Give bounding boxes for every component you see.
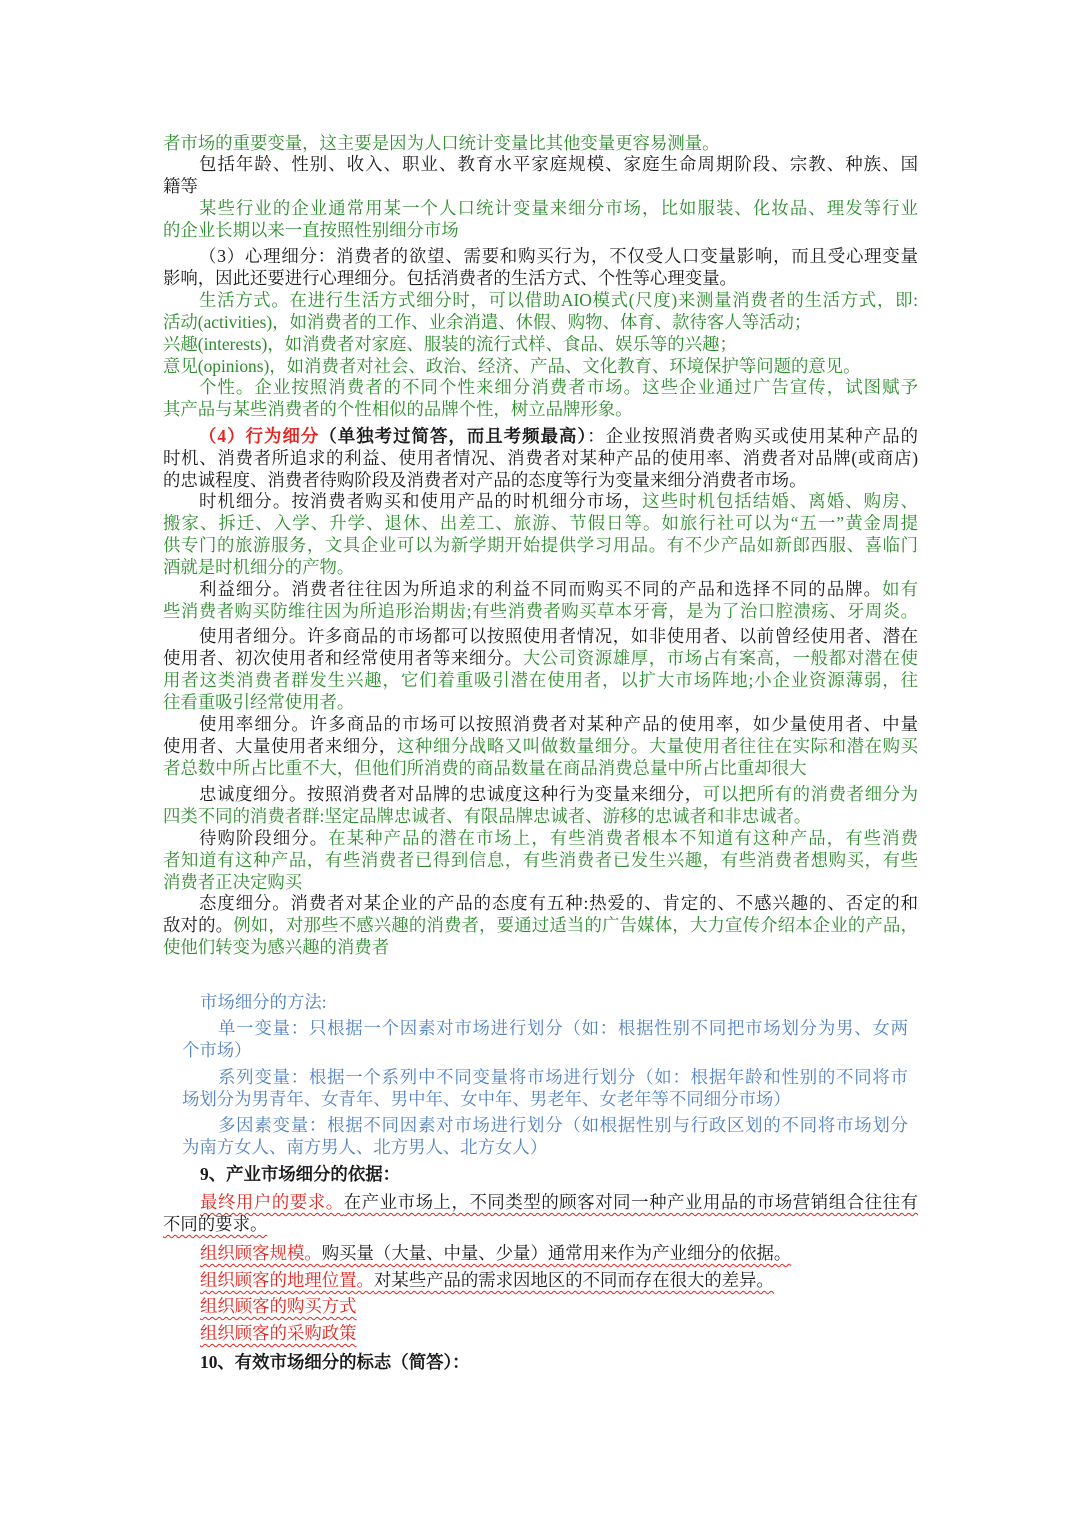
text-line (163, 153, 918, 175)
green-note-text: 消费者正决定购买 (163, 872, 303, 892)
green-note-text: 酒就是时机细分的产物。 (163, 557, 355, 577)
body-text: 籍等 (163, 176, 198, 196)
body-text: 时机、消费者所追求的利益、使用者情况、消费者对某种产品的使用率、消费者对品牌(或商店) (163, 448, 918, 468)
text-line (163, 936, 918, 958)
paragraph-industrial-purchase-method (163, 1295, 918, 1317)
green-note-text: 大公司资源雄厚，市场占有案高，一般都对潜在使 (522, 648, 918, 668)
text-line (163, 1163, 918, 1185)
paragraph-industrial-location (163, 1269, 918, 1291)
red-criterion-text: 组织顾客的购买方式 (200, 1296, 357, 1316)
text-line (163, 512, 918, 534)
green-note-text: 的企业长期以来一直按照性别细分市场 (163, 220, 459, 240)
text-line (163, 735, 918, 757)
text-line (163, 556, 918, 578)
text-line (163, 245, 918, 267)
green-note-text: 者总数中所占比重不大，但他们所消费的商品数量在商品消费总量中所占比重却很大 (163, 758, 807, 778)
paragraph-method-multi-variable (182, 1114, 908, 1158)
green-note-text: 例如，对那些不感兴趣的消费者，要通过适当的广告媒体，大力宣传介绍本企业的产品， (233, 915, 918, 935)
blue-method-text: 场划分为男青年、女青年、男中年、女中年、男老年、女老年等不同细分市场） (182, 1089, 791, 1109)
text-line (163, 1213, 918, 1235)
body-text: ：企业按照消费者购买或使用某种产品的 (587, 426, 918, 446)
text-line (163, 600, 918, 622)
text-line (163, 490, 918, 512)
text-line (163, 219, 918, 241)
text-line (182, 1017, 908, 1039)
blue-method-text: 多因素变量：根据不同因素对市场进行划分（如根据性别与行政区划的不同将市场划分 (218, 1115, 908, 1135)
body-text: 对某些产品的需求因地区的不同而存在很大的差异。 (373, 1270, 774, 1290)
text-line (163, 1295, 918, 1317)
methods-heading (182, 991, 908, 1013)
text-line (163, 1191, 918, 1213)
green-note-text: 供专门的旅游服务，文具企业可以为新学期开始提供学习用品。有不少产品如新郎西服、喜临门 (163, 535, 918, 555)
blue-method-text: 单一变量：只根据一个因素对市场进行划分（如：根据性别不同把市场划分为男、女两 (218, 1018, 908, 1038)
paragraph-occasion (163, 490, 918, 578)
paragraph-readiness (163, 827, 918, 893)
body-text: 包括年龄、性别、收入、职业、教育水平家庭规模、家庭生命周期阶段、宗教、种族、国 (199, 154, 918, 174)
green-note-text: 个性。企业按照消费者的不同个性来细分消费者市场。这些企业通过广告宣传，试图赋予 (199, 377, 918, 397)
text-line (163, 1269, 918, 1291)
bold-note-text: （单独考过简答，而且考频最高） (319, 426, 588, 446)
section-heading-effective-segmentation (163, 1351, 918, 1373)
text-line (182, 991, 908, 1013)
blue-method-text: 系列变量：根据一个系列中不同变量将市场进行划分（如：根据年龄和性别的不同将市 (218, 1067, 908, 1087)
text-line (163, 827, 918, 849)
body-text: 购买量（大量、中量、少量）通常用来作为产业细分的依据。 (321, 1243, 792, 1263)
paragraph-behavioral-intro (163, 425, 918, 491)
body-text: 待购阶段细分。 (199, 828, 329, 848)
section-heading: 10、有效市场细分的标志（简答）： (200, 1352, 470, 1372)
text-line (163, 1322, 918, 1344)
text-line (163, 757, 918, 779)
body-text: 的忠诚程度、消费者待购阶段及消费者对产品的态度等行为变量来细分消费者市场。 (163, 470, 807, 490)
text-line (163, 713, 918, 735)
text-line (163, 691, 918, 713)
red-heading-text: （4）行为细分 (199, 426, 320, 446)
red-criterion-text: 最终用户的要求。 (200, 1192, 344, 1212)
text-line (163, 447, 918, 469)
body-text: （3）心理细分：消费者的欲望、需要和购买行为，不仅受人口变量影响，而且受心理变量 (199, 246, 918, 266)
text-line (163, 625, 918, 647)
body-text: 在产业市场上，不同类型的顾客对同一种产业用品的市场营销组合往往有 (343, 1192, 918, 1212)
green-note-text: 生活方式。在进行生活方式细分时，可以借助AIO模式(尺度)来测量消费者的生活方式，即: (199, 290, 918, 310)
green-note-text: 意见(opinions)，如消费者对社会、政治、经济、产品、文化教育、环境保护等问题的意见。 (163, 356, 861, 376)
text-line (163, 376, 918, 398)
text-line (163, 871, 918, 893)
blue-method-text: 为南方女人、南方男人、北方男人、北方女人） (182, 1137, 548, 1157)
section-heading-industrial (163, 1163, 918, 1185)
paragraph-user (163, 625, 918, 713)
green-note-text: 者市场的重要变量，这主要是因为人口统计变量比其他变量更容易测量。 (163, 133, 720, 153)
text-line (163, 267, 918, 289)
text-line (163, 783, 918, 805)
green-note-text: 搬家、拆迁、入学、升学、退休、出差工、旅游、节假日等。如旅行社可以为“五一”黄金周提 (163, 513, 918, 533)
text-line (163, 469, 918, 491)
text-line (163, 578, 918, 600)
green-note-text: 些消费者购买防维往因为所追形治期齿;有些消费者购买草本牙膏，是为了治口腔溃疡、牙周炎。 (163, 601, 918, 621)
text-line (182, 1136, 908, 1158)
paragraph-industrial-end-user (163, 1191, 918, 1235)
text-line (163, 849, 918, 871)
text-line (163, 132, 918, 154)
blue-method-text: 市场细分的方法: (200, 992, 327, 1012)
body-text: 不同的要求。 (163, 1214, 268, 1234)
text-line (163, 289, 918, 311)
text-line (163, 425, 918, 447)
green-note-text: 如有 (882, 579, 918, 599)
blue-method-text: 个市场） (182, 1040, 252, 1060)
text-line (163, 311, 918, 333)
green-note-text: 往看重吸引经常使用者。 (163, 692, 355, 712)
paragraph-demographic-example (163, 197, 918, 241)
paragraph-psychographic-intro (163, 245, 918, 289)
paragraph-industrial-purchase-policy (163, 1322, 918, 1344)
text-line (163, 647, 918, 669)
body-text: 利益细分。消费者往往因为所追求的利益不同而购买不同的产品和选择不同的品牌。 (199, 579, 883, 599)
green-note-text: 活动(activities)，如消费者的工作、业余消遣、休假、购物、体育、款待客人等活动； (163, 312, 812, 332)
green-note-text: 兴趣(interests)，如消费者对家庭、服装的流行式样、食品、娱乐等的兴趣； (163, 334, 737, 354)
text-line (163, 355, 918, 377)
green-note-text: 在某种产品的潜在市场上，有些消费者根本不知道有这种产品，有些消费 (328, 828, 918, 848)
body-text: 时机细分。按消费者购买和使用产品的时机细分市场， (199, 491, 643, 511)
text-line (182, 1088, 908, 1110)
text-line (163, 805, 918, 827)
text-line (182, 1114, 908, 1136)
green-note-text: 某些行业的企业通常用某一个人口统计变量来细分市场，比如服装、化妆品、理发等行业 (199, 198, 918, 218)
text-line (182, 1039, 908, 1061)
text-line (163, 197, 918, 219)
body-text: 态度细分。消费者对某企业的产品的态度有五种:热爱的、肯定的、不感兴趣的、否定的和 (199, 893, 918, 913)
text-line (182, 1066, 908, 1088)
green-note-text: 其产品与某些消费者的个性相似的品牌个性，树立品牌形象。 (163, 399, 633, 419)
text-line (163, 333, 918, 355)
paragraph-industrial-scale (163, 1242, 918, 1264)
paragraph-usage-rate (163, 713, 918, 779)
paragraph-demographic-variables (163, 153, 918, 197)
green-note-text: 四类不同的消费者群:坚定品牌忠诚者、有限品牌忠诚者、游移的忠诚者和非忠诚者。 (163, 806, 812, 826)
text-line (163, 892, 918, 914)
body-text: 影响，因此还要进行心理细分。包括消费者的生活方式、个性等心理变量。 (163, 268, 737, 288)
text-line (163, 1242, 918, 1264)
text-line (163, 534, 918, 556)
green-note-text: 用者这类消费者群发生兴趣，它们着重吸引潜在使用者，以扩大市场阵地;小企业资源薄弱，往 (163, 670, 918, 690)
body-text: 敌对的。 (163, 915, 234, 935)
text-line (163, 175, 918, 197)
paragraph-loyalty (163, 783, 918, 827)
paragraph-attitude (163, 892, 918, 958)
paragraph-method-single-variable (182, 1017, 908, 1061)
green-note-text: 这种细分战略又叫做数量细分。大量使用者往往在实际和潜在购买 (396, 736, 918, 756)
red-criterion-text: 组织顾客规模。 (200, 1243, 322, 1263)
red-criterion-text: 组织顾客的地理位置。 (200, 1270, 374, 1290)
body-text: 忠诚度细分。按照消费者对品牌的忠诚度这种行为变量来细分， (199, 784, 703, 804)
green-note-text: 可以把所有的消费者细分为 (702, 784, 918, 804)
text-line (163, 669, 918, 691)
body-text: 使用者、初次使用者和经常使用者等来细分。 (163, 648, 523, 668)
green-note-text: 这些时机包括结婚、离婚、购房、 (642, 491, 918, 511)
body-text: 使用者细分。许多商品的市场都可以按照使用者情况，如非使用者、以前曾经使用者、潜在 (199, 626, 918, 646)
green-note-text: 者知道有这种产品，有些消费者已得到信息，有些消费者已发生兴趣，有些消费者想购买，有些 (163, 850, 918, 870)
paragraph-personality (163, 376, 918, 420)
green-note-text: 使他们转变为感兴趣的消费者 (163, 937, 390, 957)
paragraph-method-series-variable (182, 1066, 908, 1110)
text-line (163, 914, 918, 936)
paragraph-demographic-tail (163, 132, 918, 154)
paragraph-lifestyle (163, 289, 918, 377)
text-line (163, 398, 918, 420)
paragraph-benefit (163, 578, 918, 622)
body-text: 使用者、大量使用者来细分， (163, 736, 397, 756)
red-criterion-text: 组织顾客的采购政策 (200, 1323, 357, 1343)
body-text: 使用率细分。许多商品的市场可以按照消费者对某种产品的使用率，如少量使用者、中量 (199, 714, 918, 734)
section-heading: 9、产业市场细分的依据： (200, 1164, 400, 1184)
text-line (163, 1351, 918, 1373)
